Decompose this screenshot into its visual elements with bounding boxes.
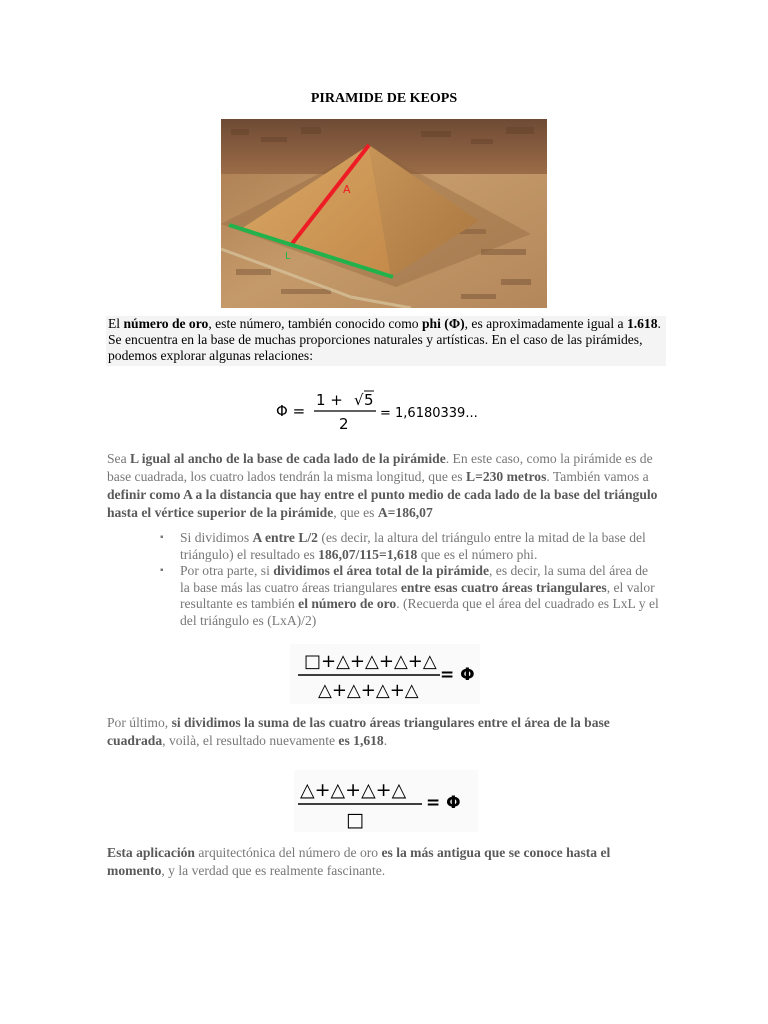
- bullet-icon: ▪: [160, 532, 164, 543]
- intro-paragraph: El número de oro, este número, también conocido como phi (Φ), es aproximadamente igual a 1.618. Se encuentra en la base de muchas proporciones naturales y artísticas. En el caso de las pirámides, podemos explorar algunas relaciones:: [106, 316, 666, 366]
- formula-result: = Φ: [440, 665, 475, 685]
- list-item: ▪ Si dividimos A entre L/2 (es decir, la altura del triángulo entre la mitad de la base del triángulo) el resultado es 186,07/115=1,618 que es el número phi.: [160, 530, 646, 562]
- formula-denominator: □: [346, 809, 364, 831]
- formula-numerator: △+△+△+△: [300, 779, 407, 801]
- label-l: L: [285, 251, 291, 262]
- paragraph-conclusion: Por último, si dividimos la suma de las cuatro áreas triangulares entre el área de la base cuadrada, voilà, el resultado nuevamente es 1,618.: [107, 715, 610, 748]
- paragraph-definitions: Sea L igual al ancho de la base de cada lado de la pirámide. En este caso, como la pirámide es de base cuadrada, los cuatro lados tendrán la misma longitud, que es L=230 metros. También vamos a definir como A a la distancia que hay entre el punto medio de cada lado de la base del triángulo hasta el vértice superior de la pirámide, que es A=186,07: [107, 451, 658, 520]
- bullet-list: [160, 530, 660, 629]
- list-item: ▪ Por otra parte, si dividimos el área total de la pirámide, es decir, la suma del área de la base más las cuatro áreas triangulares entre esas cuatro áreas triangulares, el valor resultante es también el número de oro. (Recuerda que el área del cuadrado es LxL y el del triángulo es (LxA)/2): [160, 563, 659, 628]
- area-ratio-formula-2: [294, 770, 478, 832]
- phi-numerator: 1 +: [316, 391, 343, 409]
- phi-term: phi (Φ): [422, 316, 465, 331]
- phi-denominator: 2: [339, 415, 349, 433]
- bullet-icon: ▪: [160, 565, 164, 576]
- formula-result: = Φ: [426, 793, 461, 813]
- phi-lhs: Φ =: [276, 402, 306, 420]
- area-ratio-formula-1: [290, 644, 480, 704]
- page-title: PIRAMIDE DE KEOPS: [310, 91, 458, 106]
- numero-de-oro: número de oro: [123, 316, 209, 331]
- paragraph-final: Esta aplicación arquitectónica del número de oro es la más antigua que se conoce hasta el momento, y la verdad que es realmente fascinante.: [107, 845, 611, 878]
- phi-formula: [272, 386, 492, 436]
- label-a: A: [343, 183, 351, 196]
- sqrt-radicand: 5: [364, 391, 374, 409]
- pyramid-photo: [221, 119, 547, 308]
- sqrt-symbol: √: [354, 391, 364, 409]
- formula-numerator: □+△+△+△+△: [304, 651, 437, 672]
- formula-denominator: △+△+△+△: [318, 680, 419, 701]
- phi-rhs: = 1,6180339...: [380, 406, 478, 421]
- phi-value: 1.618: [626, 316, 658, 331]
